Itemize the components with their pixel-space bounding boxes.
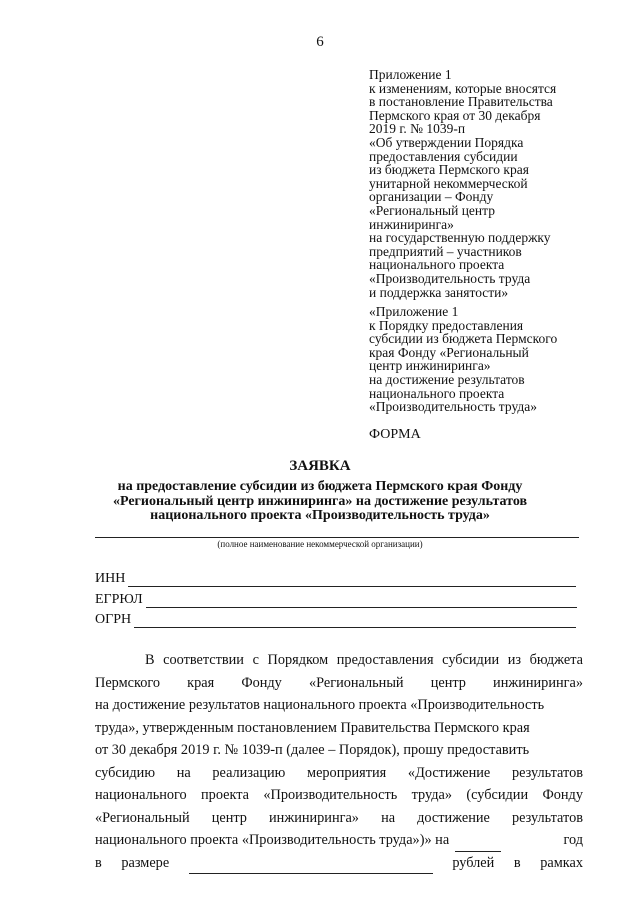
body-word: (субсидии	[466, 787, 529, 803]
body-word: на достижение результатов национального проекта «Производительность	[95, 697, 545, 713]
body-word: национального	[95, 787, 187, 803]
annex1-line: «Производительность труда	[369, 270, 531, 286]
egrul-input-line[interactable]	[146, 595, 577, 608]
body-word: «Региональный	[308, 674, 404, 691]
year-input-line[interactable]	[455, 837, 501, 852]
body-word: «Достижение	[407, 764, 491, 781]
annex2-line: центр инжиниринга»	[369, 358, 491, 374]
ogrn-label: ОГРН	[95, 612, 132, 627]
annex1-line: на государственную поддержку	[369, 230, 551, 246]
annex-2-block	[369, 305, 609, 414]
body-line-10-v2: в	[513, 854, 521, 871]
annex2-line: «Производительность труда»	[369, 399, 537, 415]
body-line	[95, 694, 583, 717]
body-line-10-v: в	[95, 854, 102, 871]
annex2-line: к Порядку предоставления	[369, 317, 524, 333]
body-word: на	[176, 764, 191, 781]
annex1-line: из бюджета Пермского края	[369, 162, 529, 178]
body-word: Порядком	[267, 652, 329, 668]
org-name-field[interactable]	[95, 537, 579, 538]
org-name-caption: (полное наименование некоммерческой организации)	[217, 539, 423, 549]
annex2-line: субсидии из бюджета Пермского	[369, 331, 558, 347]
request-body-text	[95, 649, 583, 874]
annex1-line: предоставления субсидии	[369, 148, 518, 164]
body-word: труда», утвержденным постановлением Правительства Пермского края	[95, 719, 530, 736]
inn-input-line[interactable]	[128, 574, 576, 587]
body-line	[95, 717, 583, 740]
body-line-10-size: размере	[121, 854, 170, 871]
annex1-line: унитарной некоммерческой	[369, 175, 528, 191]
body-word: мероприятия	[307, 764, 387, 781]
body-word: «Производительность	[263, 787, 398, 803]
inn-row	[95, 571, 576, 587]
body-line-9: национального проекта «Производительность труда»)» на	[95, 832, 450, 848]
body-line	[95, 762, 583, 785]
ogrn-input-line[interactable]	[134, 615, 576, 628]
body-line	[95, 672, 583, 695]
body-word: инжиниринга»	[269, 809, 359, 826]
body-word: от 30 декабря 2019 г. № 1039-п (далее – Порядок), прошу предоставить	[95, 742, 530, 758]
ogrn-row	[95, 612, 576, 628]
annex1-line: предприятий – участников	[369, 243, 522, 259]
body-word: Фонду	[542, 787, 583, 803]
egrul-label: ЕГРЮЛ	[95, 592, 143, 607]
body-word: субсидию	[95, 764, 155, 781]
annex2-line: на достижение результатов	[369, 371, 525, 387]
body-word: результатов	[511, 809, 583, 826]
body-word: на	[381, 809, 396, 826]
egrul-row	[95, 592, 577, 608]
page-number: 6	[316, 34, 324, 50]
body-word: бюджета	[529, 652, 583, 668]
body-line-10-ramkah: рамках	[540, 854, 583, 871]
annex2-line: «Приложение 1	[369, 304, 459, 319]
annex1-line: в постановление Правительства	[369, 94, 553, 110]
annex-1-block	[369, 68, 609, 299]
body-word: достижение	[417, 809, 490, 826]
body-word: Пермского	[95, 674, 161, 691]
body-word: проекта	[201, 787, 250, 803]
body-word: из	[507, 652, 522, 668]
year-word: год	[563, 832, 583, 848]
body-word: с	[252, 652, 259, 668]
subtitle-line: национального проекта «Производительность труда»	[150, 508, 490, 523]
annex1-line: Пермского края от 30 декабря	[369, 107, 541, 123]
body-word: центр	[211, 809, 247, 826]
document-subtitle	[0, 480, 640, 524]
body-word: края	[187, 674, 215, 691]
annex1-line: к изменениям, которые вносятся	[369, 80, 557, 96]
document-title: ЗАЯВКА	[289, 458, 351, 474]
body-word: Фонду	[241, 674, 282, 691]
rubles-word: рублей	[452, 854, 495, 871]
annex1-line: и поддержка занятости»	[369, 284, 509, 300]
annex1-line: 2019 г. № 1039-п	[369, 121, 466, 137]
amount-input-line[interactable]	[189, 859, 433, 874]
annex1-line: национального проекта	[369, 257, 505, 273]
body-word: В	[145, 652, 155, 668]
body-word: соответствии	[163, 652, 244, 668]
body-word: результатов	[511, 764, 583, 781]
body-line	[95, 784, 583, 807]
annex1-line: «Региональный центр	[369, 202, 495, 218]
body-word: инжиниринга»	[493, 674, 583, 691]
annex1-line: инжиниринга»	[369, 216, 454, 232]
body-word: предоставления	[336, 652, 434, 668]
body-line	[95, 739, 583, 762]
subtitle-line: «Региональный центр инжиниринга» на достижение результатов	[112, 493, 528, 509]
body-word: реализацию	[212, 764, 286, 781]
body-word: субсидии	[442, 652, 500, 668]
body-word: труда»	[411, 787, 453, 803]
subtitle-line: на предоставление субсидии из бюджета Пермского края Фонду	[117, 479, 523, 494]
body-word: «Региональный	[95, 809, 190, 826]
inn-label: ИНН	[95, 571, 126, 586]
body-word: центр	[430, 674, 466, 691]
body-line	[95, 649, 583, 672]
annex1-line: Приложение 1	[369, 67, 452, 82]
annex2-line: края Фонду «Региональный	[369, 344, 529, 360]
form-label: ФОРМА	[369, 427, 421, 442]
annex1-line: «Об утверждении Порядка	[369, 134, 524, 150]
annex1-line: организации – Фонду	[369, 189, 494, 205]
annex2-line: национального проекта	[369, 385, 505, 401]
body-line	[95, 807, 583, 830]
